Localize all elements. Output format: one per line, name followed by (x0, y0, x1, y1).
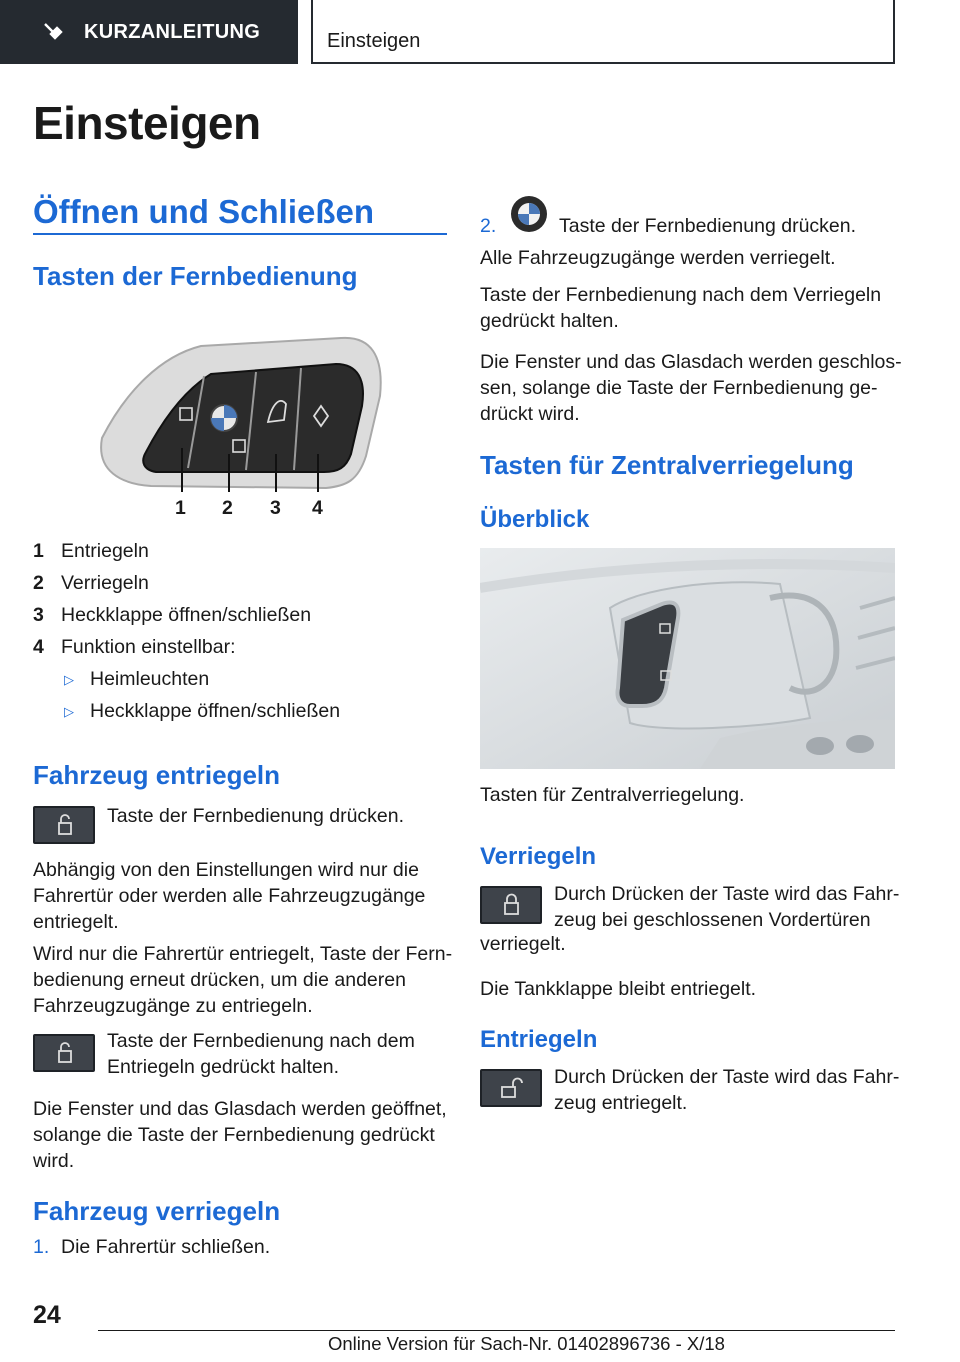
car-key-icon (42, 21, 64, 43)
central-lock-title: Verriegeln (480, 843, 597, 870)
door-panel-photo (480, 548, 895, 769)
page-title: Einsteigen (33, 97, 261, 149)
central-lock-line: zeug bei geschlossenen Vordertüren (554, 909, 871, 931)
legend-text: Entriegeln (61, 540, 149, 562)
lock-title: Fahrzeug verriegeln (33, 1196, 281, 1226)
lock-paragraph: Alle Fahrzeugzugänge werden verriegelt. (480, 247, 836, 269)
unlock-paragraph-line: solange die Taste der Fernbedienung gedrückt (33, 1124, 435, 1146)
legend-text: Verriegeln (61, 572, 149, 594)
header-chapter-tab[interactable] (311, 0, 895, 64)
subitem-text: Heimleuchten (90, 668, 210, 690)
central-unlock-line: zeug entriegelt. (554, 1092, 688, 1114)
page-number: 24 (33, 1301, 61, 1329)
step-number: 2. (480, 215, 497, 237)
bmw-logo-icon (509, 194, 549, 234)
unlock-title: Fahrzeug entriegeln (33, 760, 281, 790)
legend-text: Heckklappe öffnen/schließen (61, 604, 312, 626)
callout-1: 1 (175, 497, 186, 519)
footer-rule (98, 1330, 895, 1331)
callout-3: 3 (270, 497, 281, 519)
subitem-text: Heckklappe öffnen/schließen (90, 700, 341, 722)
lock-paragraph-line: sen, solange die Taste der Fernbedienung ge- (480, 377, 878, 399)
section-title-rule (33, 233, 447, 235)
legend-num: 1 (33, 540, 44, 562)
callout-4: 4 (312, 497, 323, 519)
unlock-paragraph-line: Abhängig von den Einstellungen wird nur die (33, 859, 419, 881)
unlock-hold-line: Taste der Fernbedienung nach dem (107, 1030, 415, 1052)
legend-num: 4 (33, 636, 44, 658)
unlock-paragraph-line: wird. (33, 1150, 75, 1172)
unlock-icon (35, 808, 93, 842)
header-chapter-label: Einsteigen (327, 30, 421, 52)
lock-icon (482, 888, 540, 922)
unlock-icon (482, 1071, 540, 1105)
unlock-paragraph-line: bedienung erneut drücken, um die anderen (33, 969, 406, 991)
overview-title: Überblick (480, 506, 590, 533)
unlock-step: Taste der Fernbedienung drücken. (107, 805, 405, 827)
footer-online-version: Online Version für Sach-Nr. 01402896736 - X/18 (328, 1333, 725, 1354)
header-section-label: KURZANLEITUNG (84, 20, 261, 43)
section-title: Öffnen und Schließen (33, 193, 375, 230)
central-lock-line: Durch Drücken der Taste wird das Fahr- (554, 883, 900, 905)
step-number: 1. (33, 1236, 50, 1258)
unlock-paragraph-line: entriegelt. (33, 911, 119, 933)
remote-key-illustration (96, 336, 386, 518)
unlock-icon (35, 1036, 93, 1070)
unlock-button-image (33, 806, 95, 844)
lock-paragraph-line: Die Fenster und das Glasdach werden geschlos- (480, 351, 902, 373)
overview-caption: Tasten für Zentralverriegelung. (480, 784, 745, 806)
legend-num: 3 (33, 604, 44, 626)
lock-step: Taste der Fernbedienung drücken. (559, 215, 857, 237)
legend-num: 2 (33, 572, 44, 594)
unlock-paragraph-line: Wird nur die Fahrertür entriegelt, Taste der Fern- (33, 943, 453, 965)
unlock-paragraph-line: Die Fenster und das Glasdach werden geöffnet, (33, 1098, 447, 1120)
lock-paragraph-line: drückt wird. (480, 403, 580, 425)
legend-text: Funktion einstellbar: (61, 636, 236, 658)
unlock-paragraph-line: Fahrzeugzugänge zu entriegeln. (33, 995, 313, 1017)
callout-2: 2 (222, 497, 233, 519)
unlock-hold-line: Entriegeln gedrückt halten. (107, 1056, 339, 1078)
unlock-hold-button-image (33, 1034, 95, 1072)
unlock-paragraph-line: Fahrertür oder werden alle Fahrzeugzugänge (33, 885, 426, 907)
central-unlock-line: Durch Drücken der Taste wird das Fahr- (554, 1066, 900, 1088)
triangle-bullet-icon: ▷ (64, 704, 74, 719)
tank-paragraph: Die Tankklappe bleibt entriegelt. (480, 978, 757, 1000)
central-unlock-button-image (480, 1069, 542, 1107)
lock-paragraph-line: gedrückt halten. (480, 310, 619, 332)
lock-step: Die Fahrertür schließen. (61, 1236, 271, 1258)
header-section-tab[interactable] (0, 0, 298, 64)
central-unlock-title: Entriegeln (480, 1026, 598, 1053)
remote-title: Tasten der Fernbedienung (33, 261, 358, 291)
triangle-bullet-icon: ▷ (64, 672, 74, 687)
lock-paragraph-line: Taste der Fernbedienung nach dem Verriegeln (480, 284, 882, 306)
central-title: Tasten für Zentralverriegelung (480, 450, 854, 480)
central-lock-line: verriegelt. (480, 933, 566, 955)
central-lock-button-image (480, 886, 542, 924)
